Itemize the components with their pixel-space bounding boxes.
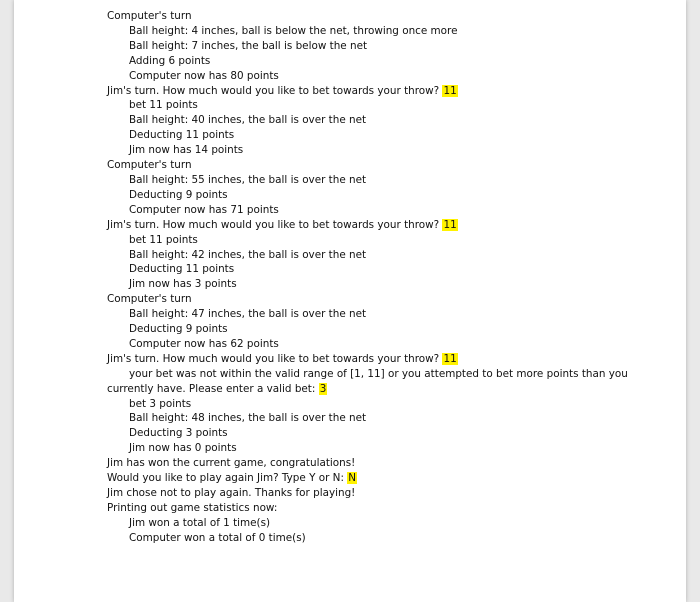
transcript-line [107,367,667,397]
transcript-line-text: Computer's turn [107,159,192,172]
transcript-line-text: Ball height: 55 inches, the ball is over the net [129,173,367,186]
transcript-line-text: bet 11 points [129,99,198,112]
user-input-value: 11 [443,84,457,97]
user-input-value: 11 [443,218,457,231]
transcript-line-text: Jim's turn. How much would you like to bet towards your throw? [107,352,443,365]
transcript-line-text: Computer now has 62 points [129,337,279,350]
transcript-line-text: Ball height: 48 inches, the ball is over the net [129,412,367,425]
transcript-line-text: Deducting 9 points [129,188,228,201]
transcript-line [107,218,667,233]
transcript-line [107,397,667,412]
transcript-line [107,337,667,352]
transcript-line-text: Computer now has 80 points [129,69,279,82]
transcript-line [107,143,667,158]
transcript-line-text: Ball height: 40 inches, the ball is over the net [129,114,367,127]
transcript-line-text: Jim now has 0 points [129,442,237,455]
transcript-line-text: bet 11 points [129,233,198,246]
transcript-line [107,248,667,263]
transcript-line [107,69,667,84]
transcript-line-text: Printing out game statistics now: [107,501,278,514]
transcript-line [107,203,667,218]
user-input-value: 11 [443,352,457,365]
transcript-line-text: Would you like to play again Jim? Type Y or N: [107,472,348,485]
document-page [14,0,686,602]
user-input-value: 3 [319,382,327,395]
transcript-line-text: Ball height: 47 inches, the ball is over the net [129,308,367,321]
transcript-line [107,84,667,99]
transcript-line-text: Ball height: 4 inches, ball is below the net, throwing once more [129,24,458,37]
transcript-line [107,516,667,531]
transcript-line [107,233,667,248]
transcript-line-text: Jim chose not to play again. Thanks for playing! [107,487,356,499]
transcript-line [107,9,667,24]
transcript-line [107,113,667,128]
transcript-line [107,262,667,277]
transcript-line [107,24,667,39]
transcript-line [107,531,667,546]
transcript-line [107,456,667,471]
transcript-line [107,307,667,322]
console-transcript [107,9,667,546]
transcript-line-text: Jim now has 14 points [129,144,244,157]
transcript-line [107,277,667,292]
transcript-line [107,441,667,456]
transcript-line-text: Jim has won the current game, congratulations! [107,457,356,470]
transcript-line-text: Computer won a total of 0 time(s) [129,531,306,544]
transcript-line [107,188,667,203]
transcript-line [107,39,667,54]
transcript-line-text: Computer's turn [107,10,192,22]
transcript-line-continuation: currently have. Please enter a valid bet: [107,382,319,395]
transcript-line-text: Computer now has 71 points [129,203,279,216]
transcript-line-text: Jim's turn. How much would you like to bet towards your throw? [107,218,443,231]
transcript-line-text: your bet was not within the valid range of [1, 11] or you attempted to bet more points than you [129,367,628,380]
transcript-line [107,501,667,516]
transcript-line-text: Jim won a total of 1 time(s) [129,516,271,529]
transcript-line [107,54,667,69]
transcript-line [107,128,667,143]
transcript-line-text: Jim now has 3 points [129,278,237,291]
transcript-line-text: bet 3 points [129,397,192,410]
transcript-line-text: Deducting 3 points [129,427,228,440]
transcript-line [107,352,667,367]
transcript-line-text: Computer's turn [107,293,192,306]
transcript-line [107,158,667,173]
transcript-line-text: Jim's turn. How much would you like to bet towards your throw? [107,84,443,97]
transcript-line-text: Adding 6 points [129,54,211,67]
transcript-line-text: Deducting 9 points [129,323,228,336]
transcript-line [107,486,667,501]
user-input-value: N [348,472,357,485]
transcript-line [107,411,667,426]
transcript-line-text: Deducting 11 points [129,129,235,142]
transcript-line [107,471,667,486]
transcript-line [107,292,667,307]
transcript-line-text: Deducting 11 points [129,263,235,276]
transcript-line [107,98,667,113]
transcript-line-text: Ball height: 42 inches, the ball is over the net [129,248,367,261]
transcript-line [107,173,667,188]
transcript-line [107,426,667,441]
transcript-line [107,322,667,337]
transcript-line-text: Ball height: 7 inches, the ball is below the net [129,39,368,52]
